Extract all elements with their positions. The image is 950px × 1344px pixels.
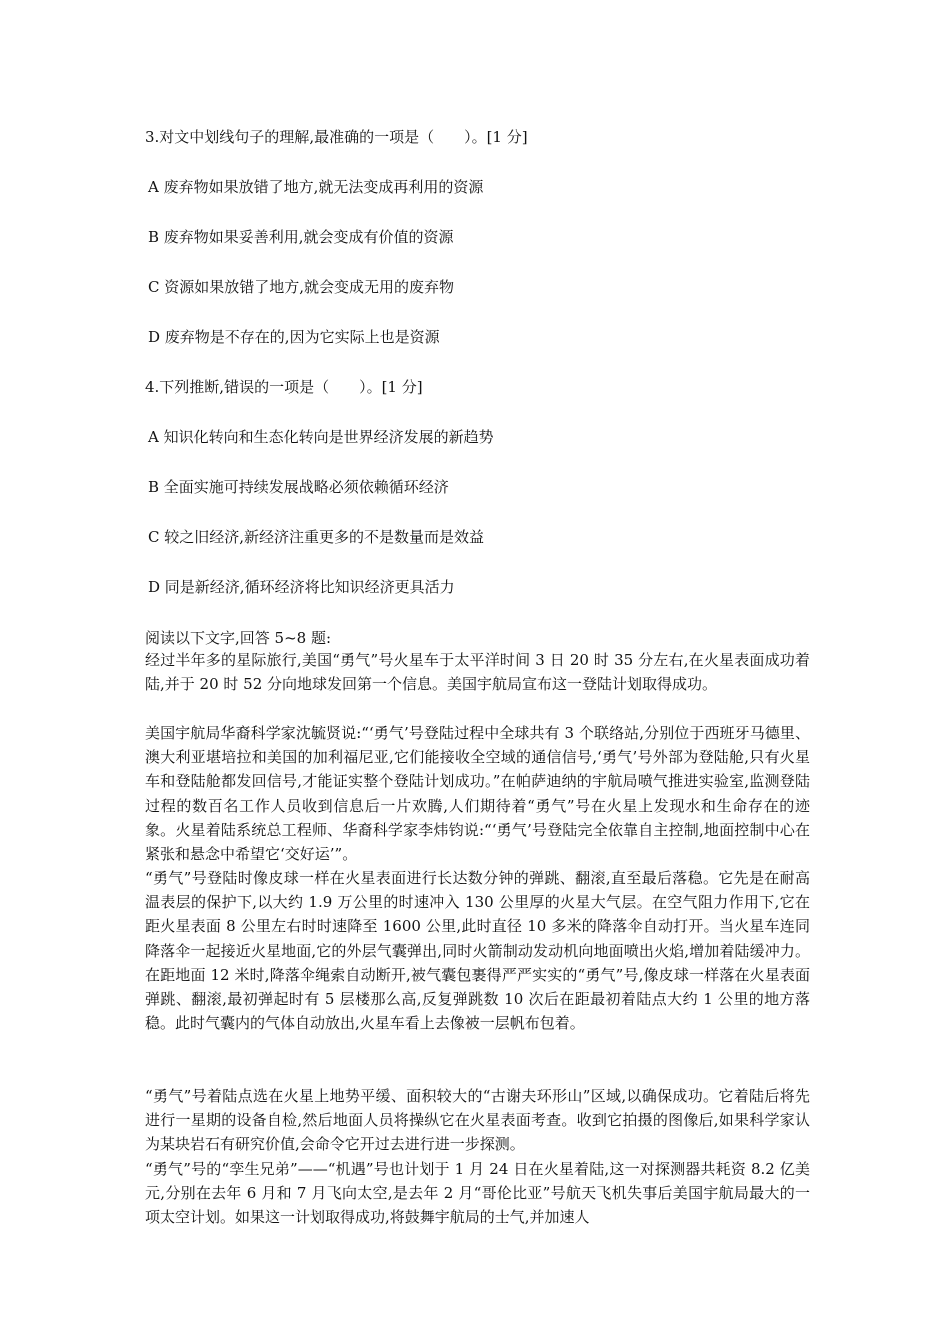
question-3-option-a: A 废弃物如果放错了地方,就无法变成再利用的资源 [148,178,484,196]
reading-paragraph-5: “勇气”号的“孪生兄弟”——“机遇”号也计划于 1 月 24 日在火星着陆,这一对探测器共耗资 8.2 亿美元,分别在去年 6 月和 7 月飞向太空,是去年 2 月“哥伦比亚”号航天飞机失事后美国宇航局最大的一项太空计划。如果这一计划取得成功,将鼓舞宇航局的士气,并加速人 [145,1160,810,1227]
question-4-option-c: C 较之旧经济,新经济注重更多的不是数量而是效益 [148,528,485,546]
question-4-option-a: A 知识化转向和生态化转向是世界经济发展的新趋势 [148,428,494,446]
reading-intro: 阅读以下文字,回答 5~8 题: [145,629,332,647]
question-4-option-d: D 同是新经济,循环经济将比知识经济更具活力 [148,578,455,596]
reading-paragraph-2: 美国宇航局华裔科学家沈毓贤说:“‘勇气’号登陆过程中全球共有 3 个联络站,分别位于西班牙马德里、澳大利亚堪培拉和美国的加利福尼亚,它们能接收全空域的通信信号,‘勇气’号外部为登陆舱,只有火星车和登陆舱都发回信号,才能证实整个登陆计划成功。”在帕萨迪纳的宇航局喷气推进实验室,监测登陆过程的数百名工作人员收到信息后一片欢腾,人们期待着“勇气”号在火星上发现水和生命存在的迹象。火星着陆系统总工程师、华裔科学家李炜钧说:“‘勇气’号登陆完全依靠自主控制,地面控制中心在紧张和悬念中希望它‘交好运’”。 [145,724,810,864]
question-4-stem: 4.下列推断,错误的一项是（ ）。[1 分] [145,378,423,396]
question-4-option-b: B 全面实施可持续发展战略必须依赖循环经济 [148,478,449,496]
question-3-option-b: B 废弃物如果妥善利用,就会变成有价值的资源 [148,228,454,246]
reading-paragraph-4: “勇气”号着陆点选在火星上地势平缓、面积较大的“古谢夫环形山”区域,以确保成功。它着陆后将先进行一星期的设备自检,然后地面人员将操纵它在火星表面考查。收到它拍摄的图像后,如果科学家认为某块岩石有研究价值,会命令它开过去进行进一步探测。 [145,1087,810,1154]
reading-paragraph-3: “勇气”号登陆时像皮球一样在火星表面进行长达数分钟的弹跳、翻滚,直至最后落稳。它先是在耐高温表层的保护下,以大约 1.9 万公里的时速冲入 130 公里厚的火星大气层。在空气阻力作用下,它在距火星表面 8 公里左右时时速降至 1600 公里,此时直径 10 多米的降落伞自动打开。当火星车连同降落伞一起接近火星地面,它的外层气囊弹出,同时火箭制动发动机向地面喷出火焰,增加着陆缓冲力。在距地面 12 米时,降落伞绳索自动断开,被气囊包裹得严严实实的“勇气”号,像皮球一样落在火星表面弹跳、翻滚,最初弹起时有 5 层楼那么高,反复弹跳数 10 次后在距最初着陆点大约 1 公里的地方落稳。此时气囊内的气体自动放出,火星车看上去像被一层帆布包着。 [145,869,810,1033]
question-3-stem: 3.对文中划线句子的理解,最准确的一项是（ ）。[1 分] [145,128,528,146]
question-3-option-c: C 资源如果放错了地方,就会变成无用的废弃物 [148,278,455,296]
reading-paragraph-1: 经过半年多的星际旅行,美国“勇气”号火星车于太平洋时间 3 日 20 时 35 分左右,在火星表面成功着陆,并于 20 时 52 分向地球发回第一个信息。美国宇航局宣布这一登陆计划取得成功。 [145,651,810,694]
question-3-option-d: D 废弃物是不存在的,因为它实际上也是资源 [148,328,440,346]
